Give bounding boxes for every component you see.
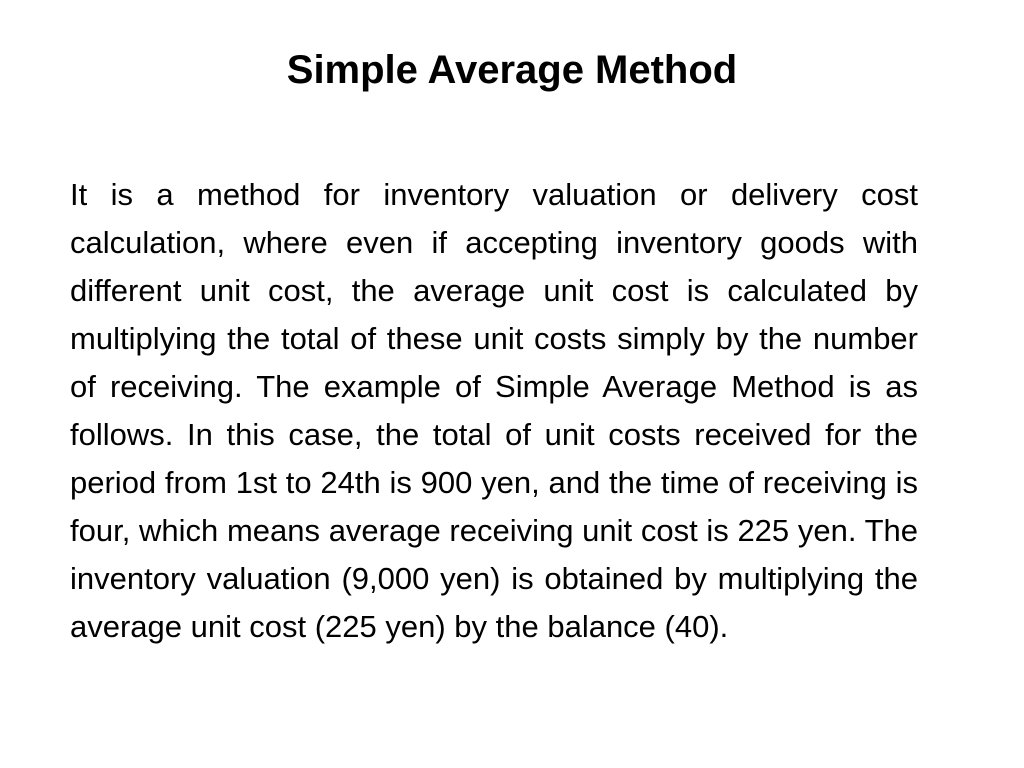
slide-title: Simple Average Method [286,48,738,92]
slide-body-text: It is a method for inventory valuation or delivery cost calculation, where even if accepting inventory goods with different unit cost, the average unit cost is calculated by multiplying the total of these unit costs simply by the number of receiving. The example of Simple Average Method is as follows. In this case, the total of unit costs received for the period from 1st to 24th is 900 yen, and the time of receiving is four, which means average receiving unit cost is 225 yen. The inventory valuation (9,000 yen) is obtained by multiplying the average unit cost (225 yen) by the balance (40). [70,177,918,644]
